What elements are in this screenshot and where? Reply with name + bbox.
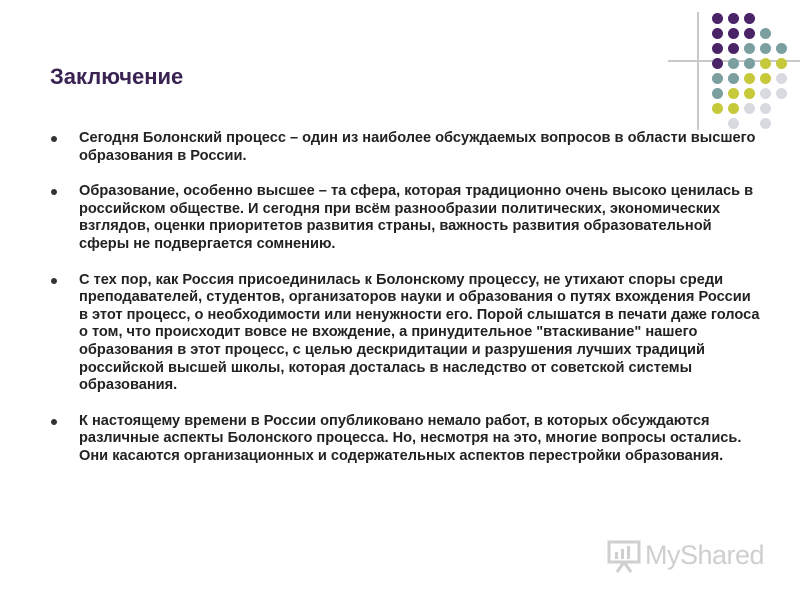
decor-dot (712, 28, 723, 39)
decor-dot (728, 118, 739, 129)
bullet-text: К настоящему времени в России опубликовано немало работ, в которых обсуждаются различные аспекты Болонского процесса. Но, несмотря на это, многие вопросы остались. Они касаются организационных и содержательных аспектов перестройки образования. (79, 412, 742, 464)
decor-dot (760, 103, 771, 114)
decor-dot (760, 88, 771, 99)
decor-dot (728, 103, 739, 114)
watermark-text: MyShared (645, 540, 765, 570)
decor-dot (760, 73, 771, 84)
decor-dot (728, 88, 739, 99)
decor-dot (744, 88, 755, 99)
decor-dot (712, 73, 723, 84)
decor-dot (712, 88, 723, 99)
decor-dot (712, 58, 723, 69)
presentation-board-icon (607, 538, 641, 574)
decor-dot (776, 43, 787, 54)
decor-dot (744, 58, 755, 69)
divider-vertical (697, 12, 699, 130)
decor-dot (744, 103, 755, 114)
decor-dot (776, 88, 787, 99)
decor-dot (728, 73, 739, 84)
bullet-text: Сегодня Болонский процесс – один из наиболее обсуждаемых вопросов в области высшего образования в России. (79, 130, 756, 164)
bullet-text: С тех пор, как Россия присоединилась к Болонскому процессу, не утихают споры среди преподавателей, студентов, организаторов науки и образования о путях вхождения России в этот процесс, о необходимости или ненужности его. Порой слышатся в печати даже голоса о том, что происходит вовсе не вхождение, а принудительное "втаскивание" нашего образования в этот процесс, с целью дескридитации и разрушения лучших традиций российской высшей школы, которая досталась в наследство от советской системы образования. (79, 271, 760, 394)
bullet-item (48, 272, 760, 395)
bullet-list (48, 130, 760, 484)
decor-dot (744, 13, 755, 24)
bullet-dot-icon (51, 189, 57, 195)
decor-dot (744, 73, 755, 84)
decor-dot (712, 43, 723, 54)
bullet-dot-icon (51, 419, 57, 425)
watermark-logo (607, 538, 777, 574)
decor-dot (760, 28, 771, 39)
decor-dot (760, 58, 771, 69)
decor-dot (744, 43, 755, 54)
decor-dot (776, 73, 787, 84)
decor-dot (728, 43, 739, 54)
decor-dot (744, 28, 755, 39)
bullet-item (48, 183, 760, 253)
decor-dot (760, 43, 771, 54)
bullet-dot-icon (51, 136, 57, 142)
decor-dot (728, 58, 739, 69)
decor-dot (760, 118, 771, 129)
bullet-item (48, 413, 760, 466)
decor-dot (712, 103, 723, 114)
decor-dot (776, 58, 787, 69)
decor-dot (728, 28, 739, 39)
bullet-text: Образование, особенно высшее – та сфера, которая традиционно очень высоко ценилась в российском обществе. И сегодня при всём разнообразии политических, экономических взглядов, оценки приоритетов развития страны, важность развития образовательной сферы не подвергается сомнению. (79, 183, 754, 252)
bullet-dot-icon (51, 278, 57, 284)
bullet-item (48, 130, 760, 165)
decor-dot (712, 13, 723, 24)
slide-title: Заключение (50, 64, 184, 89)
decor-dot (728, 13, 739, 24)
